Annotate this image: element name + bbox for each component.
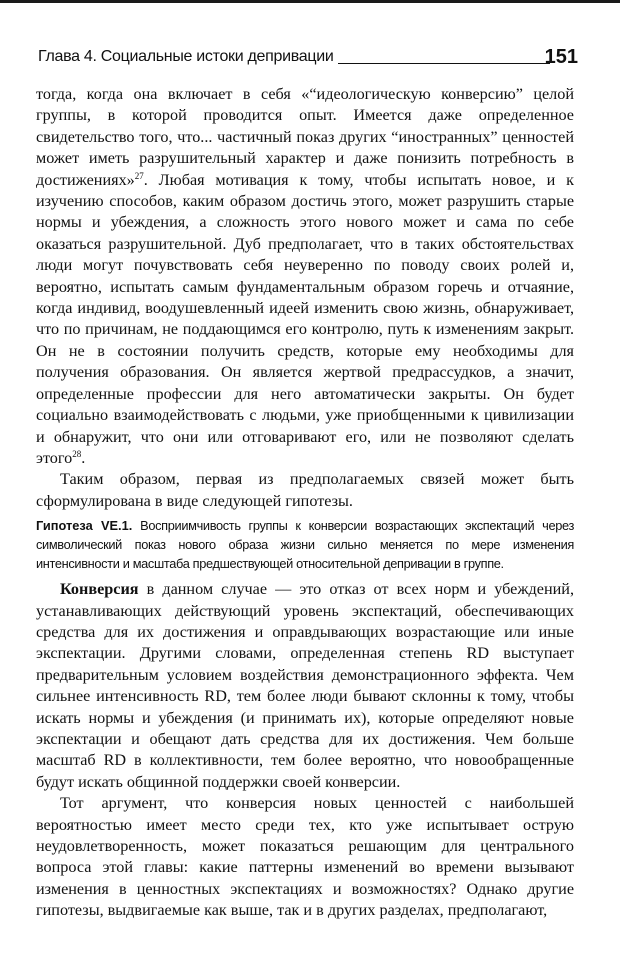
running-header <box>38 48 578 68</box>
main-text <box>36 84 574 922</box>
page-number: 151 <box>544 46 578 68</box>
chapter-title: Глава 4. Социальные истоки депривации <box>38 48 334 65</box>
top-border <box>0 0 620 3</box>
paragraph-4: Тот аргумент, что конверсия новых ценностей с наибольшей вероятностью имеет место среди тех, кто уже испытывает острую неудовлетворенность, может показаться решающим для центрального вопроса этой главы: какие паттерны изменений во времени вызывают изменения в ценностных экспектациях и возможностях? Однако другие гипотезы, выдвигаемые как выше, так и в других разделах, предполагают, <box>36 794 574 920</box>
hypothesis-text: Восприимчивость группы к конверсии возрастающих экспектаций через символический показ нового образа жизни сильно меняется по мере изменения интенсивности и масштаба предшествующей относительной депривации в группе. <box>36 518 575 572</box>
term-conversion: Конверсия <box>60 580 139 599</box>
header-rule <box>338 63 550 64</box>
footnote-ref-27: 27 <box>134 170 144 181</box>
paragraph-1-text-c: . <box>81 448 86 467</box>
paragraph-2: Таким образом, первая из предполагаемых связей может быть сформулирована в виде следующей гипотезы. <box>36 470 574 510</box>
paragraph-3 <box>36 579 574 793</box>
paragraph-1-text-b: . Любая мотивация к тому, чтобы испытать новое, и к изучению способов, каким образом достичь этого, может разрушить старые нормы и убеждения, а сложность этого нового может и сама по себе оказаться разрушительной. Дуб предполагает, что в таких обстоятельствах люди могут почувствовать себя неуверенно по поводу своих ролей и, вероятно, испытать самым фундаментальным образом горечь и отчаяние, когда индивид, воодушевленный идеей изменить свою жизнь, обнаруживает, что по причинам, не поддающимся его контролю, путь к изменениям закрыт. Он не в состоянии получить средств, которые ему необходимы для получения образования. Он является жертвой предрассудков, а значит, определенные профессии для него автоматически закрыты. Он будет социально взаимодействовать с людьми, уже приобщенными к цивилизации и обнаружит, что они или отговаривают его, или не позволяют сделать этого <box>36 170 574 467</box>
footnote-ref-28: 28 <box>72 448 82 459</box>
paragraph-1-text-a: тогда, когда она включает в себя «“идеологическую конверсию” целой группы, в которой проводится опыт. Имеется даже определенное свидетельство того, что... частичный показ других “иностранных” ценностей может иметь разрушительный характер и даже понизить потребность в достижениях» <box>36 85 574 189</box>
paragraph-1 <box>36 84 574 469</box>
hypothesis-block <box>36 516 574 573</box>
paragraph-3-text: в данном случае — это отказ от всех норм и убеждений, устанавливающих действующий уровень экспектаций, обеспечивающих средства для их достижения и оправдывающих возрастающие или иные экспектации. Другими словами, определенная степень RD выступает предварительным условием воздействия демонстрационного эффекта. Чем сильнее интенсивность RD, тем более люди бывают склонны к тому, чтобы искать нормы и убеждения (и принимать их), которые определяют новые экспектации и обещают дать средства для их достижения. Чем больше масштаб RD в коллективности, тем более вероятно, что новообращенные будут искать общинной поддержки своей конверсии. <box>36 580 574 791</box>
hypothesis-label: Гипотеза VE.1. <box>36 518 133 534</box>
